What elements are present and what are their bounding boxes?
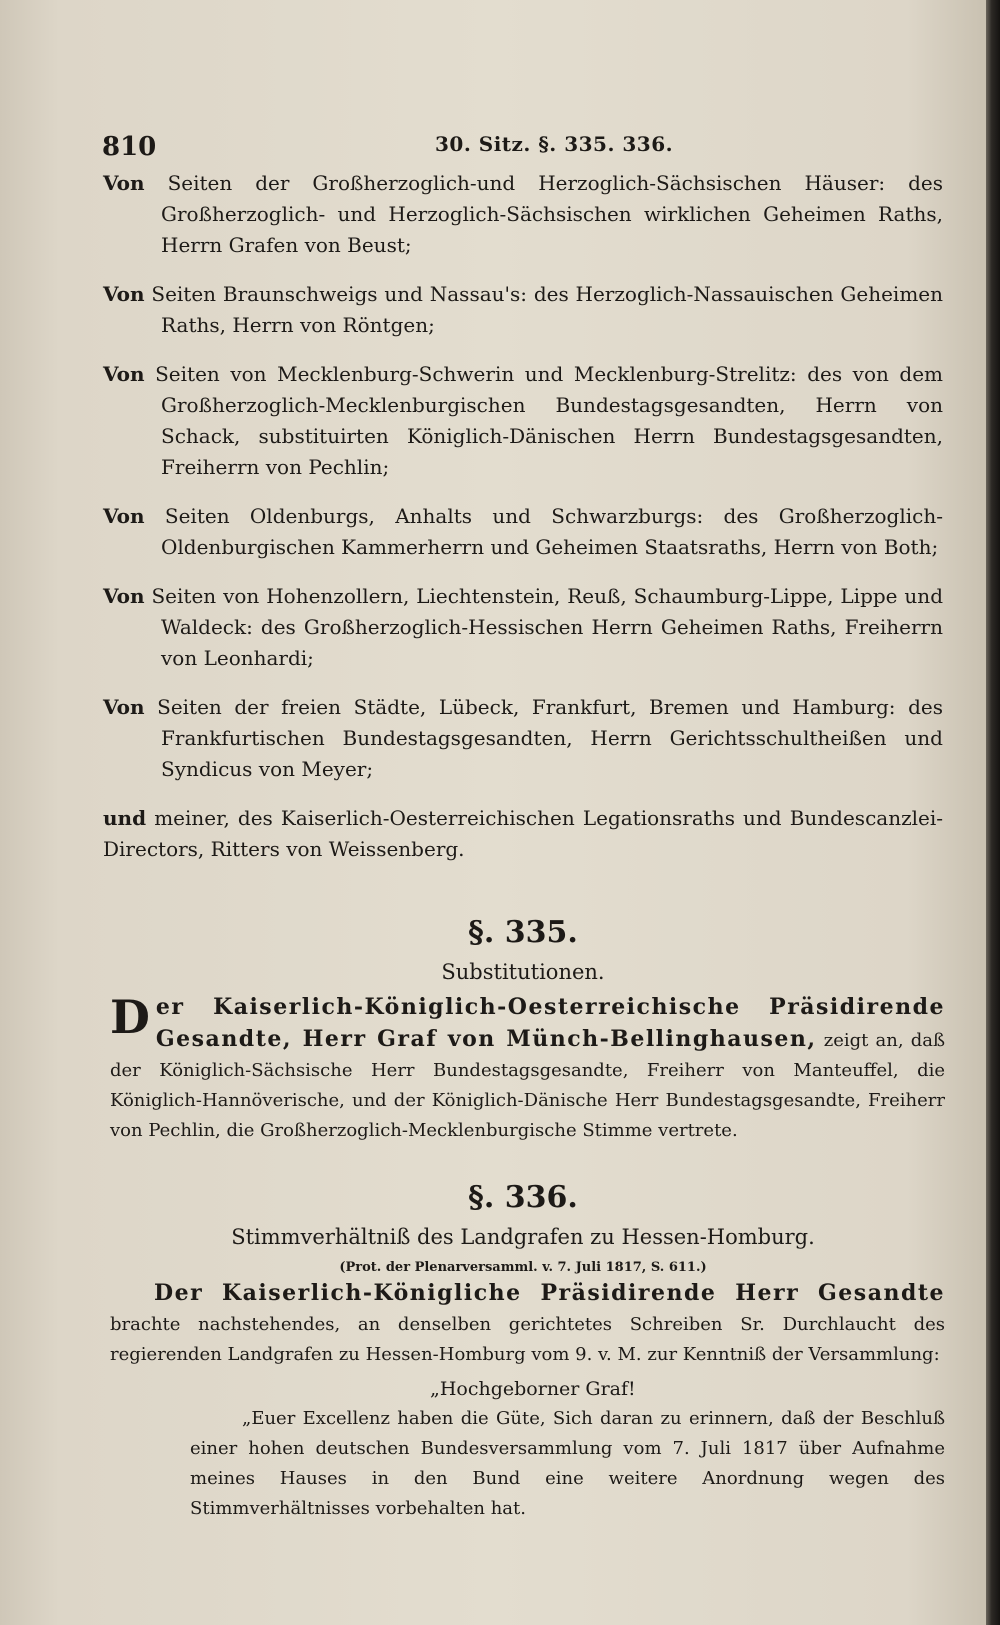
entry-text: Seiten der freien Städte, Lübeck, Frankfurt, Bremen und Hamburg: des Frankfurtischen Bundestagsgesandten, Herrn Gerichtsschultheißen und Syndicus von Meyer; — [157, 695, 944, 781]
book-binding-edge — [986, 0, 1000, 1625]
section-335-paragraph — [110, 992, 945, 1146]
section-335-body: zeigt an, daß der Königlich-Sächsische Herr Bundestagsgesandte, Freiherr von Manteuffel, die Königlich-Hannöverische, und der Königlich-Dänische Herr Bundestagsgesandte, Freiherr von Pechlin, die Großherzoglich-Mecklenburgische Stimme vertrete. — [110, 1030, 945, 1141]
entry-lead: und — [103, 806, 147, 830]
section-335-intro: er Kaiserlich-Königlich-Oesterreichische Präsidirende Gesandte, Herr Graf von Münch-Bellinghausen, — [155, 994, 945, 1052]
drop-cap: D — [110, 990, 150, 1044]
entry-text: Seiten der Großherzoglich-und Herzoglich-Sächsischen Häuser: des Großherzoglich- und Herzoglich-Sächsischen wirklichen Geheimen Raths, Herrn Grafen von Beust; — [161, 171, 944, 257]
entry-text: Seiten von Hohenzollern, Liechtenstein, Reuß, Schaumburg-Lippe, Lippe und Waldeck: des Großherzoglich-Hessischen Herrn Geheimen Raths, Freiherrn von Leonhardi; — [151, 584, 943, 670]
letter-salutation: „Hochgeborner Graf! — [430, 1378, 636, 1400]
entry-text: Seiten von Mecklenburg-Schwerin und Mecklenburg-Strelitz: des von dem Großherzoglich-Mecklenburgischen Bundestagsgesandten, Herrn von Schack, substituirten Königlich-Dänischen Herrn Bundestagsgesandten, Freiherrn von Pechlin; — [155, 362, 944, 479]
entry-lead: Von — [103, 362, 145, 386]
section-335-heading: §. 335. — [468, 915, 578, 950]
delegation-entry — [103, 501, 943, 563]
section-336-paragraph — [110, 1278, 945, 1370]
letter-text: „Euer Excellenz haben die Güte, Sich daran zu erinnern, daß der Beschluß einer hohen deutschen Bundesversammlung vom 7. Juli 1817 über Aufnahme meines Hauses in den Bund eine weitere Anordnung wegen des Stimmverhältnisses vorbehalten hat. — [190, 1408, 945, 1519]
running-head: 30. Sitz. §. 335. 336. — [435, 132, 674, 156]
delegation-entry — [103, 581, 943, 674]
protocol-reference: (Prot. der Plenarversamml. v. 7. Juli 1817, S. 611.) — [339, 1260, 707, 1275]
entry-text: Seiten Oldenburgs, Anhalts und Schwarzburgs: des Großherzoglich-Oldenburgischen Kammerherrn und Geheimen Staatsraths, Herrn von Both; — [161, 504, 943, 559]
section-336-title: Stimmverhältniß des Landgrafen zu Hessen-Homburg. — [231, 1225, 815, 1249]
section-336-intro: Der Kaiserlich-Königliche Präsidirende Herr Gesandte — [154, 1280, 945, 1306]
entry-lead: Von — [103, 695, 145, 719]
delegation-entry — [103, 359, 943, 483]
section-335-title: Substitutionen. — [441, 960, 605, 984]
entry-lead: Von — [103, 282, 145, 306]
delegation-entry — [103, 692, 943, 785]
section-336-body: brachte nachstehendes, an denselben gerichtetes Schreiben Sr. Durchlaucht des regierenden Landgrafen zu Hessen-Homburg vom 9. v. M. zur Kenntniß der Versammlung: — [110, 1314, 945, 1365]
entry-text: meiner, des Kaiserlich-Oesterreichischen Legationsraths und Bundescanzlei-Directors, Ritters von Weissenberg. — [103, 806, 943, 861]
delegation-entry — [103, 168, 943, 261]
entry-lead: Von — [103, 504, 145, 528]
entry-lead: Von — [103, 171, 145, 195]
delegation-entry — [103, 279, 943, 341]
section-336-heading: §. 336. — [468, 1180, 578, 1215]
delegation-list — [103, 168, 943, 865]
delegation-entry — [103, 803, 943, 865]
entry-lead: Von — [103, 584, 145, 608]
entry-text: Seiten Braunschweigs und Nassau's: des Herzoglich-Nassauischen Geheimen Raths, Herrn von Röntgen; — [151, 282, 944, 337]
page-number: 810 — [102, 132, 157, 162]
